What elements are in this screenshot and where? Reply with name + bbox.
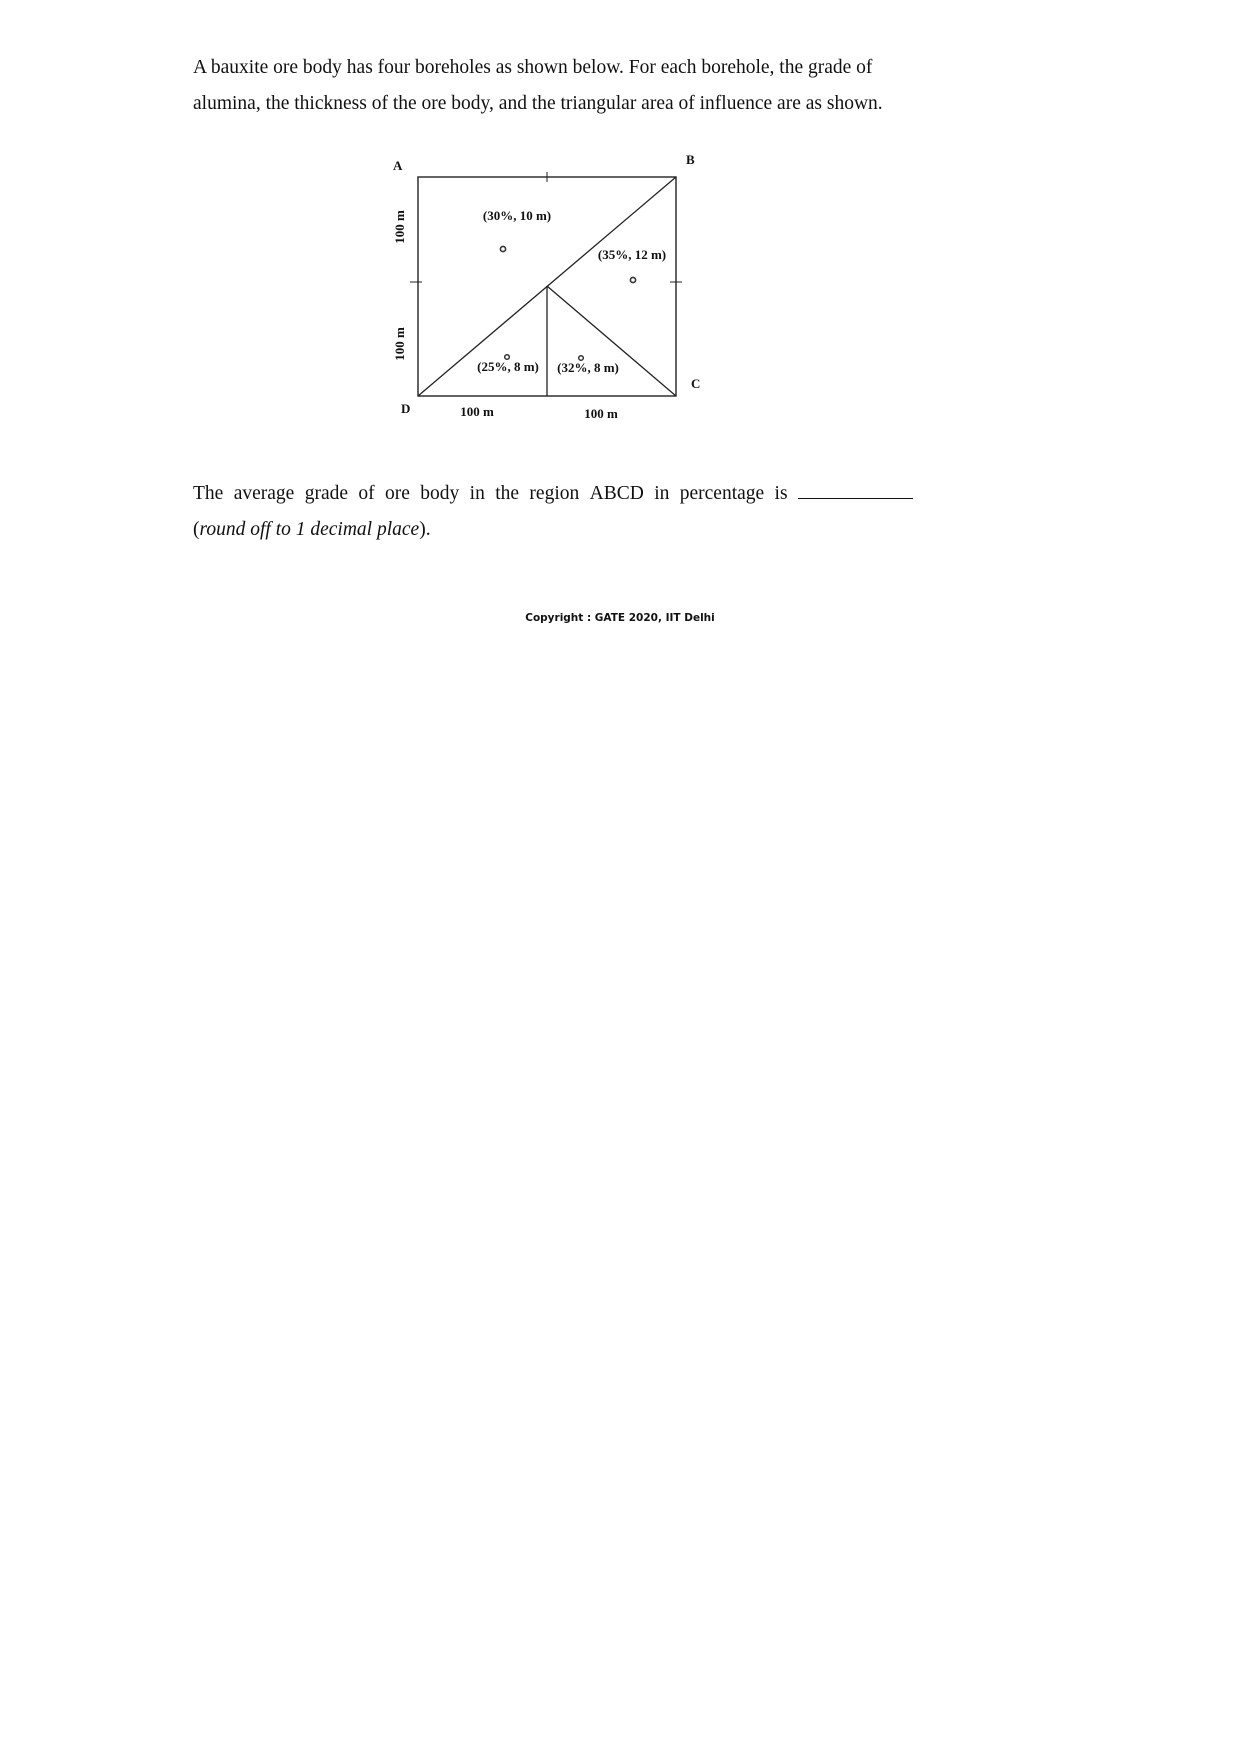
question-word: ore <box>385 483 410 504</box>
note-open: ( <box>193 519 200 540</box>
question-line-1 <box>193 476 913 512</box>
dim-left-lower: 100 m <box>392 327 407 361</box>
borehole-1-point <box>500 246 505 251</box>
intro-line-1: A bauxite ore body has four boreholes as shown below. For each borehole, the grade of <box>193 57 873 78</box>
point-c-label: C <box>691 376 701 391</box>
answer-blank[interactable] <box>798 484 913 499</box>
rounding-note: round off to 1 decimal place <box>199 519 420 540</box>
question-word: is <box>774 483 788 504</box>
ore-body-diagram <box>370 145 730 435</box>
diagram-svg <box>370 145 730 435</box>
question-word: percentage <box>679 483 765 504</box>
dim-bottom-left: 100 m <box>460 404 494 419</box>
borehole-3-label: (25%, 8 m) <box>477 359 539 374</box>
point-a-label: A <box>393 158 403 173</box>
question-word: the <box>495 483 520 504</box>
line-mid-c <box>547 286 676 396</box>
question-word: The <box>193 483 224 504</box>
question-paragraph <box>193 476 913 548</box>
borehole-4-label: (32%, 8 m) <box>557 360 619 375</box>
question-word: in <box>469 483 485 504</box>
intro-paragraph <box>193 50 913 122</box>
question-word: region <box>529 483 580 504</box>
borehole-2-point <box>630 277 635 282</box>
question-word: ABCD <box>589 483 644 504</box>
note-close: ). <box>419 519 431 540</box>
point-d-label: D <box>401 401 411 416</box>
question-word: in <box>654 483 670 504</box>
question-word: body <box>420 483 460 504</box>
question-word: average <box>233 483 295 504</box>
dim-left-upper: 100 m <box>392 210 407 244</box>
borehole-2-label: (35%, 12 m) <box>597 247 667 262</box>
copyright-footer: Copyright : GATE 2020, IIT Delhi <box>525 612 715 624</box>
point-b-label: B <box>686 152 695 167</box>
question-word: grade <box>304 483 349 504</box>
intro-line-2: alumina, the thickness of the ore body, and the triangular area of influence are as shown. <box>193 93 883 114</box>
question-line-2 <box>193 512 913 548</box>
question-word: of <box>358 483 375 504</box>
borehole-1-label: (30%, 10 m) <box>482 208 552 223</box>
dim-bottom-right: 100 m <box>584 406 618 421</box>
